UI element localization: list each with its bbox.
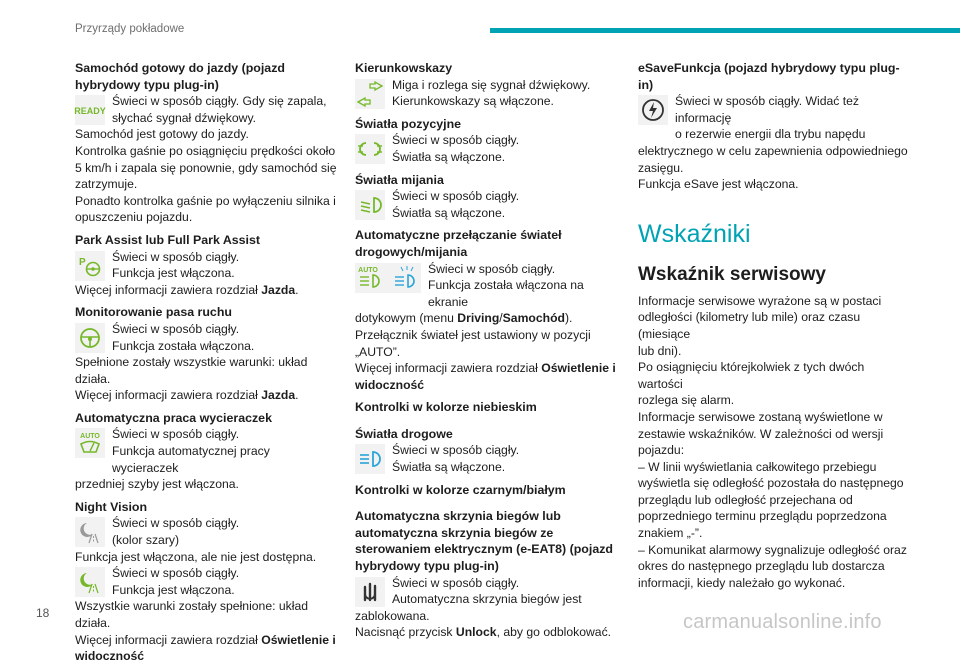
lane-title: Monitorowanie pasa ruchu xyxy=(75,305,232,320)
dipped-line-1: Świeci w sposób ciągły. xyxy=(392,189,520,204)
indicators-big-title: Wskaźniki xyxy=(638,219,751,248)
auto-beam-line-2: Funkcja została włączona na ekranie xyxy=(428,278,584,309)
esave-title: eSaveFunkcja (pojazd hybrydowy typu plug-in) xyxy=(638,61,900,92)
blue-heading-section xyxy=(355,399,627,416)
watermark: carmanualsonline.info xyxy=(683,611,882,633)
column-3 xyxy=(638,60,908,591)
ready-after-3: 5 km/h i zapala się ponownie, gdy samochód się xyxy=(75,160,337,175)
service-text-line: – W linii wyświetlania całkowitego przebiegu xyxy=(638,459,877,474)
night-vision-after-2: Wszystkie warunki zostały spełnione: układ działa. xyxy=(75,599,309,630)
wipers-line-2: Funkcja automatycznej pracy wycieraczek xyxy=(112,444,270,475)
gearbox-after-2: Nacisnąć przycisk Unlock, aby go odblokować. xyxy=(355,625,612,640)
night-vision-section xyxy=(75,499,337,665)
wipers-line-1: Świeci w sposób ciągły. xyxy=(112,427,240,442)
indicators-section xyxy=(355,60,627,110)
position-lights-icon xyxy=(355,134,385,164)
service-text-line: Po osiągnięciu którejkolwiek z tych dwóch wartości xyxy=(638,360,865,391)
service-text-line: przeglądu lub odległość przejechana od xyxy=(638,492,853,507)
gear-lock-icon xyxy=(355,577,385,607)
svg-text:P: P xyxy=(79,256,86,268)
gearbox-title: Automatyczna skrzynia biegów lub automatyczna skrzynia biegów ze sterowaniem elektrycznym (e-EAT8) (pojazd hybrydowy typu plug-in) xyxy=(355,509,613,574)
ready-after-4: zatrzymuje. xyxy=(75,177,138,192)
ready-after-5: Ponadto kontrolka gaśnie po wyłączeniu silnika i xyxy=(75,193,336,208)
service-text-line: pojazdu: xyxy=(638,443,685,458)
steering-wheel-icon xyxy=(75,323,105,353)
main-beam-line-1: Świeci w sposób ciągły. xyxy=(392,443,520,458)
page-number: 18 xyxy=(36,606,50,620)
gearbox-section xyxy=(355,508,627,641)
auto-beam-after-2: Przełącznik świateł jest ustawiony w pozycji „AUTO”. xyxy=(355,327,591,359)
wipers-section xyxy=(75,410,337,493)
auto-beam-after-1: dotykowym (menu Driving/Samochód). xyxy=(355,311,573,326)
service-text-line: zestawie wskaźników. W zależności od wersji xyxy=(638,426,884,441)
position-line-2: Światła są włączone. xyxy=(392,149,506,164)
park-assist-section xyxy=(75,232,337,298)
column-1 xyxy=(75,60,337,671)
svg-text:AUTO: AUTO xyxy=(358,266,378,274)
gearbox-line-1: Świeci w sposób ciągły. xyxy=(392,575,520,590)
service-indicator-title: Wskaźnik serwisowy xyxy=(638,263,826,285)
ready-after-6: opuszczeniu pojazdu. xyxy=(75,210,193,225)
wipers-after: przedniej szyby jest włączona. xyxy=(75,477,239,492)
auto-beam-line-1: Świeci w sposób ciągły. xyxy=(428,261,556,276)
service-text-line: znakiem „-”. xyxy=(638,526,703,541)
night-vision-after-3: Więcej informacji zawiera rozdział Oświetlenie i widoczność xyxy=(75,632,336,664)
lane-line-1: Świeci w sposób ciągły. xyxy=(112,321,240,336)
indicators-title: Kierunkowskazy xyxy=(355,61,453,75)
dipped-beam-icon xyxy=(355,190,385,220)
header-title: Przyrządy pokładowe xyxy=(75,23,185,35)
black-heading: Kontrolki w kolorze czarnym/białym xyxy=(355,482,566,497)
night-vision-line-2: (kolor szary) xyxy=(112,533,180,548)
night-vision-after-1: Funkcja jest włączona, ale nie jest dostępna. xyxy=(75,549,317,564)
night-vision-line-3: Świeci w sposób ciągły. xyxy=(112,566,240,581)
service-text-line: informacji, kiedy należało go wykonać. xyxy=(638,575,846,590)
blue-heading: Kontrolki w kolorze niebieskim xyxy=(355,400,537,415)
night-vision-gray-icon xyxy=(75,517,105,547)
ready-after-1: Samochód jest gotowy do jazdy. xyxy=(75,127,249,142)
position-section xyxy=(355,116,627,166)
ready-after-2: Kontrolka gaśnie po osiągnięciu prędkości około xyxy=(75,143,336,158)
park-assist-icon xyxy=(75,251,105,281)
lane-after-2: Więcej informacji zawiera rozdział Jazda. xyxy=(75,388,299,403)
ready-icon xyxy=(75,95,105,125)
service-text-line: okres do następnego przeglądu lub dostarcza xyxy=(638,559,885,574)
auto-beam-title: Automatyczne przełączanie świateł drogowych/mijania xyxy=(355,228,562,259)
column-2 xyxy=(355,60,627,647)
main-beam-line-2: Światła są włączone. xyxy=(392,460,506,475)
position-line-1: Świeci w sposób ciągły. xyxy=(392,133,520,148)
ready-line-1: Świeci w sposób ciągły. Gdy się zapala, xyxy=(112,94,327,109)
lane-line-2: Funkcja została włączona. xyxy=(112,338,255,353)
main-beam-icon xyxy=(355,444,385,474)
service-text-line: lub dni). xyxy=(638,343,682,358)
park-assist-after: Więcej informacji zawiera rozdział Jazda. xyxy=(75,282,299,297)
auto-beam-icon xyxy=(355,263,421,293)
service-text-line: Informacje serwisowe wyrażone są w postaci xyxy=(638,293,882,308)
esave-line-1: Świeci w sposób ciągły. Widać też informację xyxy=(675,94,860,125)
gearbox-after-1: zablokowana. xyxy=(355,608,430,623)
header-accent-bar xyxy=(490,28,960,33)
night-vision-line-1: Świeci w sposób ciągły. xyxy=(112,516,240,531)
park-assist-line-2: Funkcja jest włączona. xyxy=(112,266,235,281)
auto-wiper-icon xyxy=(75,428,105,458)
svg-text:AUTO: AUTO xyxy=(80,433,100,441)
auto-beam-after-3: Więcej informacji zawiera rozdział Oświetlenie i widoczność xyxy=(355,361,616,392)
ready-line-2: słychać sygnał dźwiękowy. xyxy=(112,110,257,125)
svg-text:READY: READY xyxy=(74,106,106,117)
turn-signal-icon xyxy=(355,79,385,109)
park-assist-title: Park Assist lub Full Park Assist xyxy=(75,232,261,247)
service-text-line: rozlega się alarm. xyxy=(638,393,735,408)
dipped-title: Światła mijania xyxy=(355,172,444,187)
dipped-section xyxy=(355,172,627,222)
wipers-title: Automatyczna praca wycieraczek xyxy=(75,410,272,425)
service-indicator-text xyxy=(638,293,908,592)
auto-beam-section xyxy=(355,227,627,393)
lane-after-1: Spełnione zostały wszystkie warunki: układ działa. xyxy=(75,355,308,386)
park-assist-line-1: Świeci w sposób ciągły. xyxy=(112,249,240,264)
indicators-line-2: Kierunkowskazy są włączone. xyxy=(392,94,554,109)
esave-after-3: Funkcja eSave jest włączona. xyxy=(638,177,799,192)
lane-section xyxy=(75,304,337,404)
service-text-line: odległości (kilometry lub mile) oraz czasu (miesiące xyxy=(638,310,861,341)
night-vision-icon xyxy=(75,567,105,597)
main-beam-title: Światła drogowe xyxy=(355,426,453,441)
esave-section xyxy=(638,60,908,193)
ready-section xyxy=(75,60,337,226)
esave-line-2: o rezerwie energii dla trybu napędu xyxy=(675,127,866,142)
service-text-line: – Komunikat alarmowy sygnalizuje odległość oraz xyxy=(638,542,907,557)
night-vision-line-4: Funkcja jest włączona. xyxy=(112,582,235,597)
esave-after-2: zasięgu. xyxy=(638,160,684,175)
esave-icon xyxy=(638,95,668,125)
ready-title: Samochód gotowy do jazdy (pojazd hybrydowy typu plug-in) xyxy=(75,61,285,92)
night-vision-title: Night Vision xyxy=(75,499,148,514)
service-text-line: Informacje serwisowe zostaną wyświetlone w xyxy=(638,409,883,424)
position-title: Światła pozycyjne xyxy=(355,116,462,131)
indicators-line-1: Miga i rozlega się sygnał dźwiękowy. xyxy=(392,77,591,92)
dipped-line-2: Światła są włączone. xyxy=(392,205,506,220)
main-beam-section xyxy=(355,426,627,476)
esave-after-1: elektrycznego w celu zapewnienia odpowiedniego xyxy=(638,143,908,158)
gearbox-line-2: Automatyczna skrzynia biegów jest xyxy=(392,592,582,607)
black-heading-section xyxy=(355,482,627,499)
service-text-line: poprzedniego terminu przeglądu poprzedzona xyxy=(638,509,887,524)
service-text-line: wyświetla się odległość pozostała do następnego xyxy=(638,476,904,491)
